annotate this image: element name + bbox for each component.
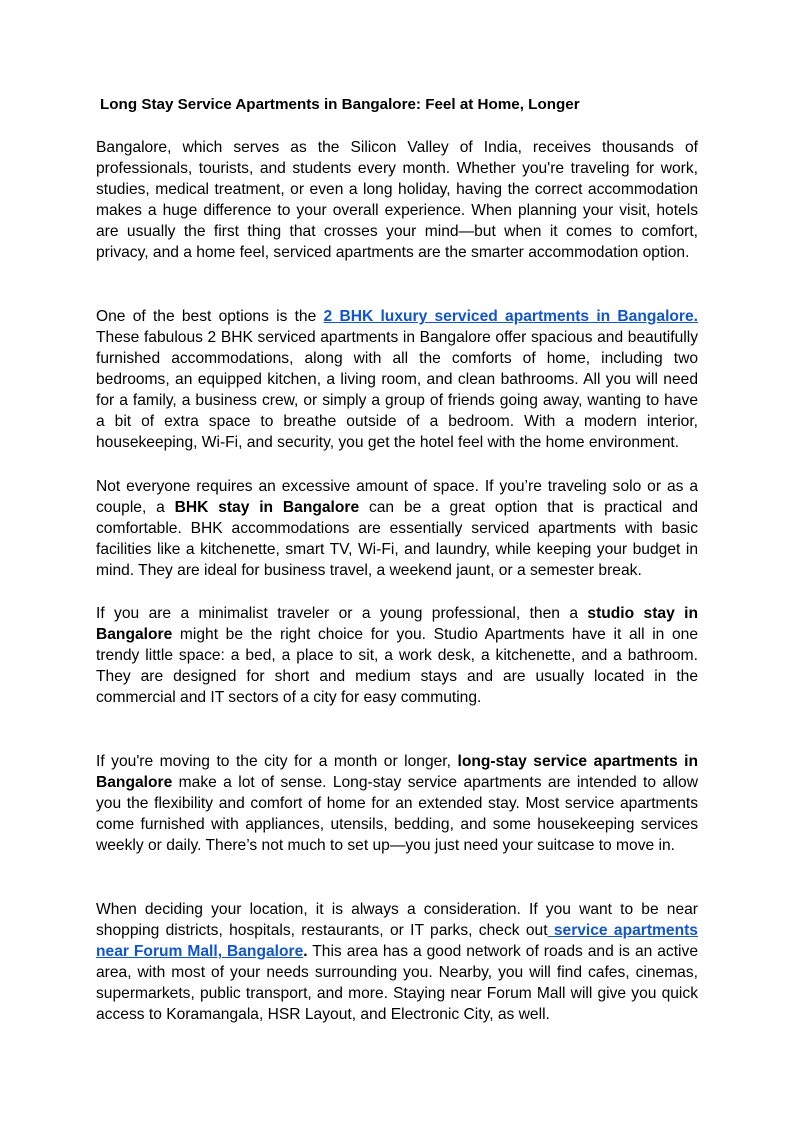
link-2bhk-luxury-apartments[interactable]: 2 BHK luxury serviced apartments in Bangalore. xyxy=(323,308,699,325)
paragraph-studio-stay xyxy=(96,603,698,708)
paragraph-text-after: can be a great option that is practical and comfortable. BHK accommodations are essentially serviced apartments with basic facilities like a kitchenette, smart TV, Wi-Fi, and laundry, while keeping your budget in mind. They are ideal for business travel, a weekend jaunt, or a semester break. xyxy=(96,499,698,579)
link-forum-mall-apartments[interactable]: service apartments near Forum Mall, Bangalore xyxy=(96,922,698,960)
paragraph-text-before: When deciding your location, it is always a consideration. If you want to be near shopping districts, hospitals, restaurants, or IT parks, check out xyxy=(96,901,698,939)
paragraph-text-after: make a lot of sense. Long-stay service apartments are intended to allow you the flexibility and comfort of home for an extended stay. Most service apartments come furnished with appliances, utensils, bedding, and some housekeeping services weekly or daily. There’s not much to set up—you just need your suitcase to move in. xyxy=(96,774,698,854)
bold-bhk-stay: BHK stay in Bangalore xyxy=(174,499,360,516)
paragraph-intro xyxy=(96,137,698,263)
page-title: Long Stay Service Apartments in Bangalore: Feel at Home, Longer xyxy=(100,96,580,113)
paragraph-text-before: If you are a minimalist traveler or a young professional, then a xyxy=(96,605,588,622)
paragraph-text-after: might be the right choice for you. Studio Apartments have it all in one trendy little space: a bed, a place to sit, a work desk, a kitchenette, and a bathroom. They are designed for short and medium stays and are usually located in the commercial and IT sectors of a city for easy commuting. xyxy=(96,626,698,706)
paragraph-2bhk xyxy=(96,306,698,453)
paragraph-text-after: This area has a good network of roads and is an active area, with most of your needs surrounding you. Nearby, you will find cafes, cinemas, supermarkets, public transport, and more. Staying near Forum Mall will give you quick access to Koramangala, HSR Layout, and Electronic City, as well. xyxy=(96,943,698,1023)
paragraph-text-before: If you're moving to the city for a month or longer, xyxy=(96,753,458,770)
bold-long-stay: long-stay service apartments in Bangalore xyxy=(96,753,699,791)
paragraph-text: Bangalore, which serves as the Silicon Valley of India, receives thousands of professionals, tourists, and students every month. Whether you're traveling for work, studies, medical treatment, or even a long holiday, having the correct accommodation makes a huge difference to your overall experience. When planning your visit, hotels are usually the first thing that crosses your mind—but when it comes to comfort, privacy, and a home feel, serviced apartments are the smarter accommodation option. xyxy=(96,139,698,261)
paragraph-text-before: One of the best options is the xyxy=(96,308,324,325)
bold-studio-stay: studio stay in Bangalore xyxy=(96,605,698,643)
paragraph-text-before: Not everyone requires an excessive amount of space. If you’re traveling solo or as a couple, a xyxy=(96,478,698,516)
bold-period: . xyxy=(303,943,308,960)
paragraph-text-after: These fabulous 2 BHK serviced apartments in Bangalore offer spacious and beautifully furnished accommodations, along with all the comforts of home, including two bedrooms, an equipped kitchen, a living room, and clean bathrooms. All you will need for a family, a business crew, or simply a group of friends going away, wanting to have a bit of extra space to breathe outside of a bedroom. With a modern interior, housekeeping, Wi-Fi, and security, you get the hotel feel with the home environment. xyxy=(96,329,698,451)
paragraph-long-stay xyxy=(96,751,698,856)
paragraph-bhk-stay xyxy=(96,476,698,581)
paragraph-location xyxy=(96,899,698,1025)
